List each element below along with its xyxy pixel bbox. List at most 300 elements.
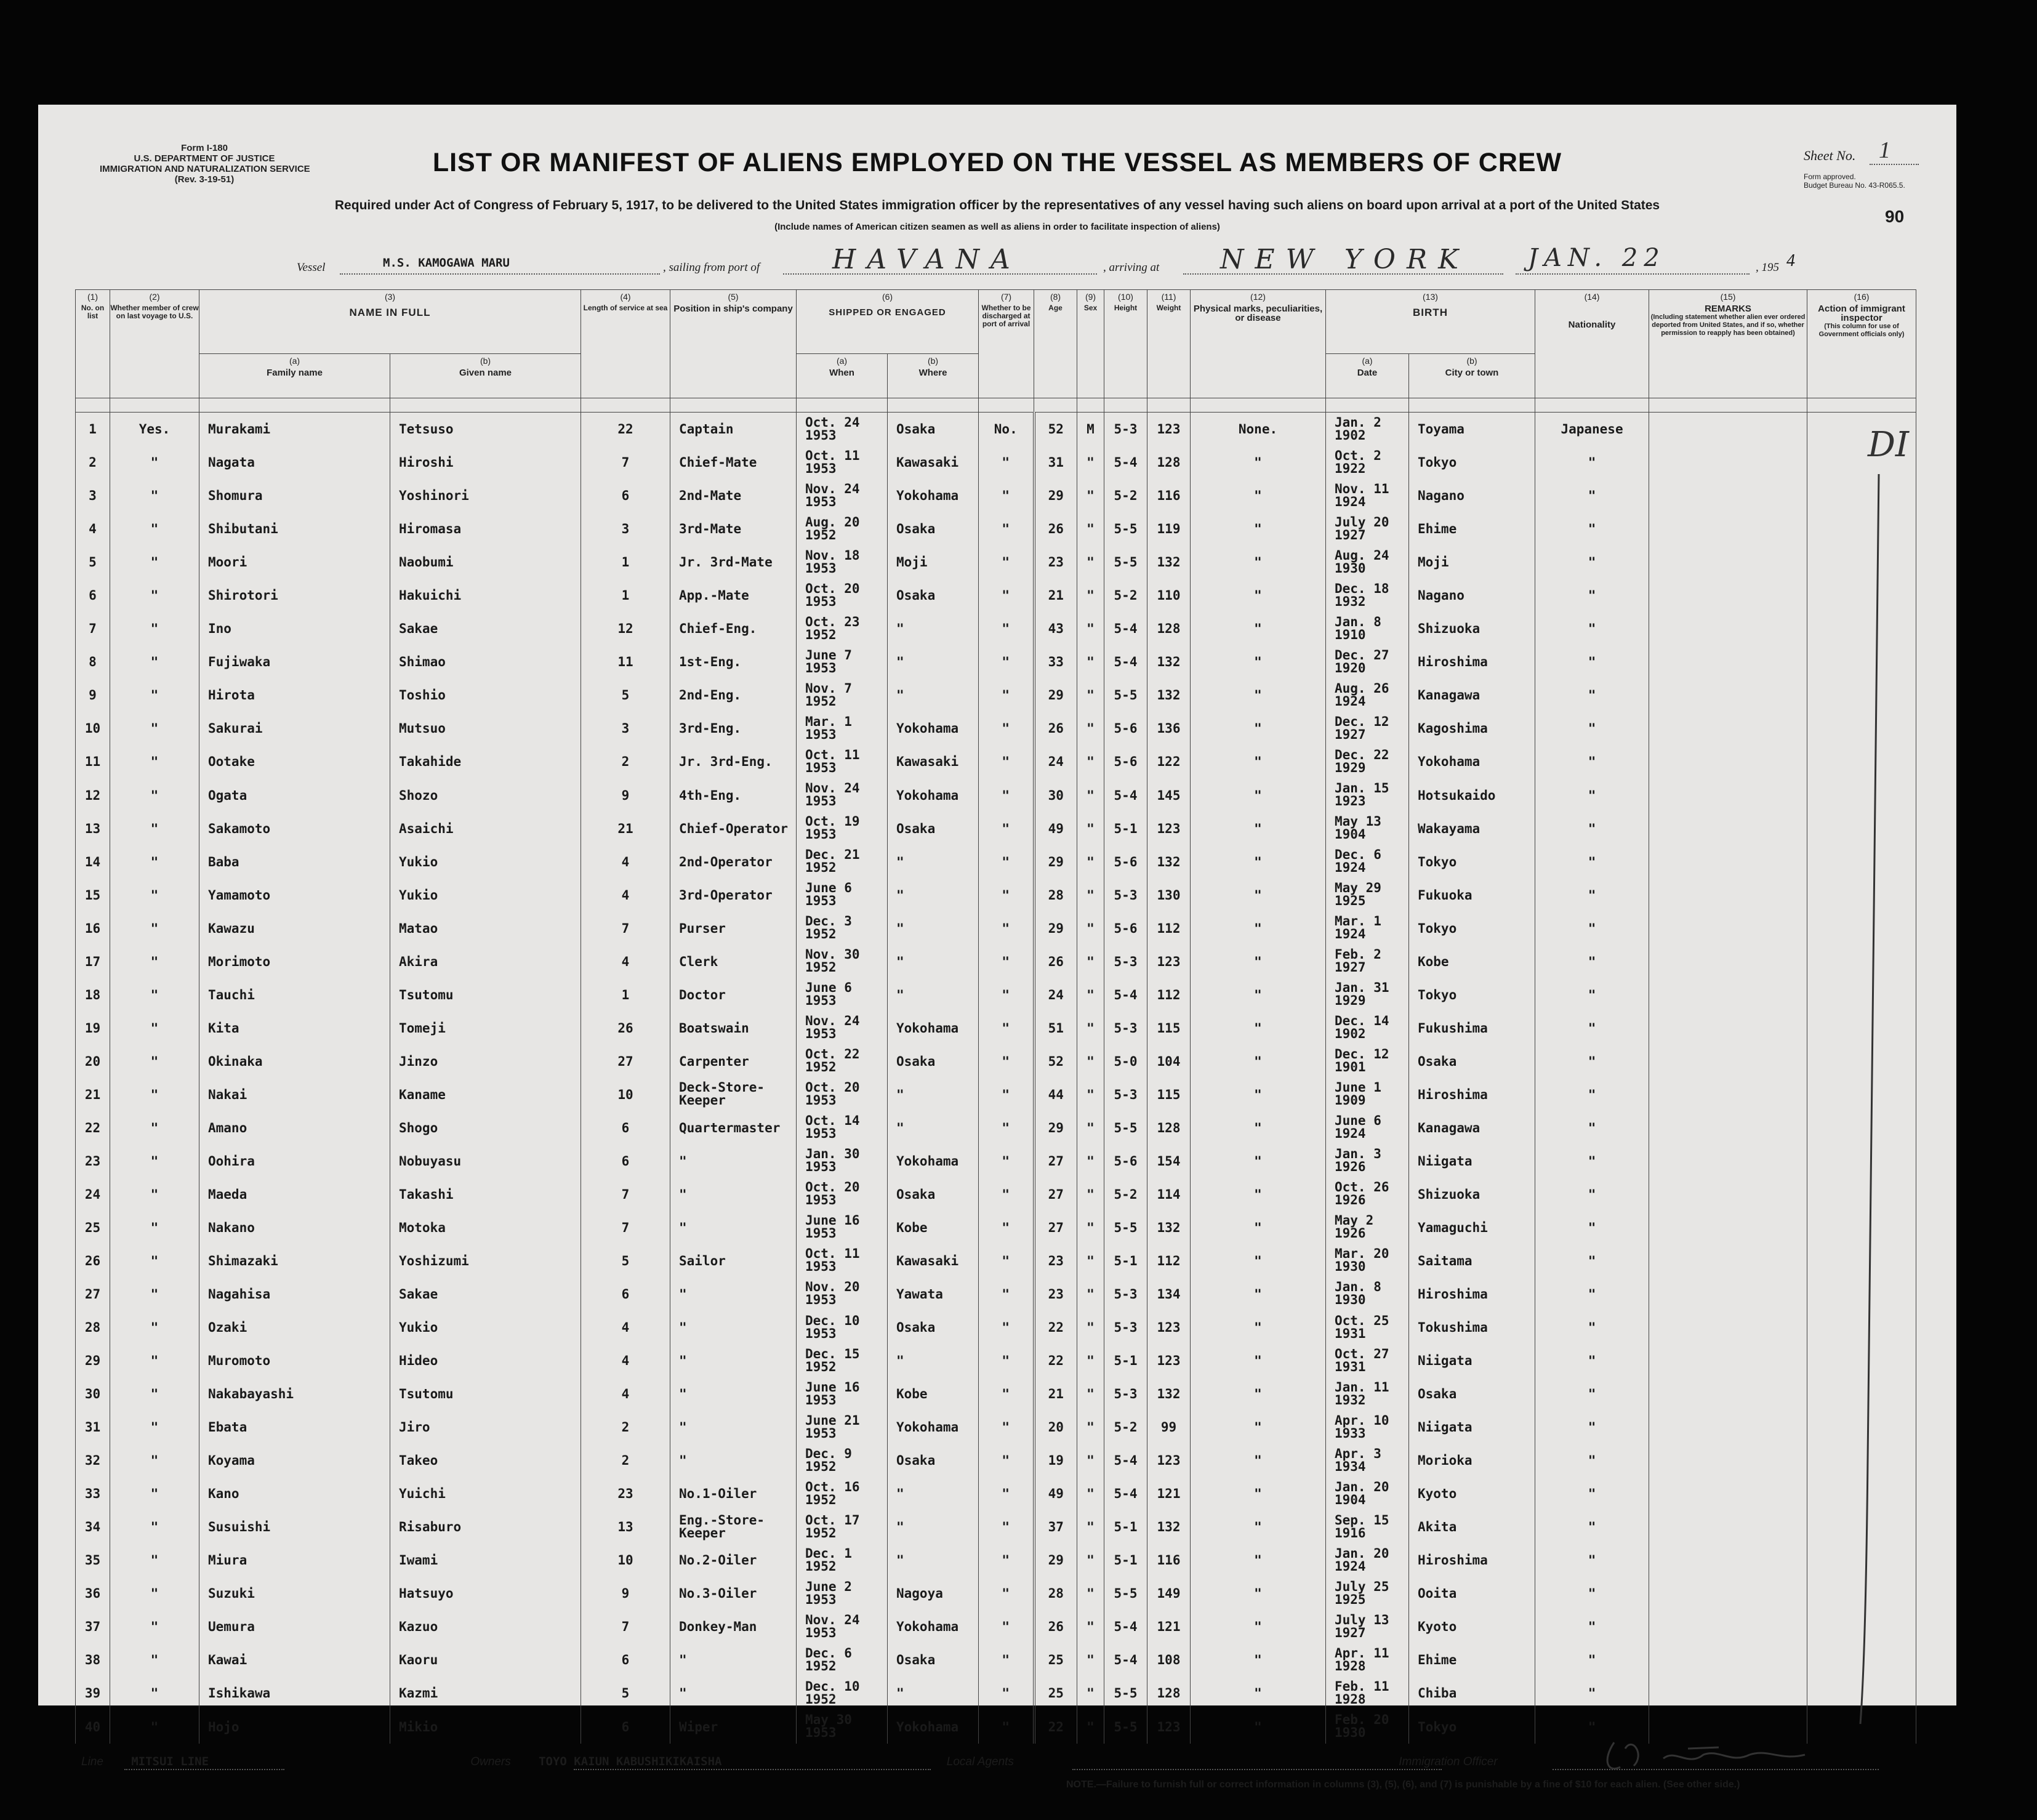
birth-date-cell: Jan. 2 1902 [1326,413,1409,446]
table-row [76,978,1916,1012]
discharged-cell: " [979,1677,1034,1710]
family-name-cell: Hirota [199,678,390,712]
weight-cell: 123 [1147,413,1191,446]
row-number-cell: 31 [76,1411,110,1444]
row-number-cell: 14 [76,845,110,879]
row-number-cell: 22 [76,1111,110,1145]
remarks-cell [1649,1610,1807,1643]
remarks-cell [1649,778,1807,811]
year-prefix: , 195 [1756,261,1779,274]
col-head-remarks: (15) REMARKS (Including statement whether alien ever ordered deported from United States, and if so, whether permission to reapply has been obtained) [1649,290,1807,398]
age-cell: 21 [1034,1377,1077,1411]
col-head-marks: (12) Physical marks, peculiarities, or disease [1191,290,1326,398]
birth-city-cell: Nagano [1409,479,1535,512]
discharged-cell: " [979,1211,1034,1244]
remarks-cell [1649,1278,1807,1311]
position-cell: No.2-Oiler [670,1544,797,1577]
service-length-cell: 4 [581,1344,670,1377]
position-cell: " [670,1377,797,1411]
shipped-where-cell: " [888,1544,979,1577]
birth-date-cell: Jan. 20 1924 [1326,1544,1409,1577]
remarks-cell [1649,1544,1807,1577]
position-cell: App.-Mate [670,579,797,612]
height-cell: 5-4 [1104,446,1147,479]
birth-date-cell: Dec. 18 1932 [1326,579,1409,612]
birth-city-cell: Kyoto [1409,1610,1535,1643]
shipped-where-cell: Yokohama [888,778,979,811]
physical-marks-cell: " [1191,1477,1326,1510]
shipped-when-cell: Oct. 19 1953 [797,812,888,845]
sex-cell: " [1077,879,1104,912]
nationality-cell: " [1535,1045,1649,1078]
weight-cell: 114 [1147,1178,1191,1211]
shipped-when-cell: Aug. 20 1952 [797,512,888,546]
height-cell: 5-3 [1104,413,1147,446]
position-cell: Clerk [670,945,797,978]
service-length-cell: 6 [581,1111,670,1145]
family-name-cell: Koyama [199,1444,390,1477]
table-row [76,479,1916,512]
shipped-when-cell: Dec. 10 1953 [797,1311,888,1344]
sex-cell: " [1077,1012,1104,1045]
birth-city-cell: Tokyo [1409,845,1535,879]
nationality-cell: " [1535,446,1649,479]
service-length-cell: 7 [581,912,670,945]
nationality-cell: " [1535,1311,1649,1344]
row-number-cell: 33 [76,1477,110,1510]
row-number-cell: 5 [76,546,110,579]
position-cell: " [670,1411,797,1444]
remarks-cell [1649,645,1807,678]
age-cell: 23 [1034,546,1077,579]
col-head-service: (4) Length of service at sea [581,290,670,398]
row-number-cell: 23 [76,1145,110,1178]
row-number-cell: 40 [76,1710,110,1744]
given-name-cell: Kazuo [390,1610,581,1643]
given-name-cell: Kaoru [390,1643,581,1677]
weight-cell: 132 [1147,546,1191,579]
age-cell: 51 [1034,1012,1077,1045]
height-cell: 5-5 [1104,1677,1147,1710]
weight-cell: 123 [1147,1344,1191,1377]
height-cell: 5-1 [1104,1244,1147,1278]
sex-cell: " [1077,1477,1104,1510]
table-row [76,1344,1916,1377]
weight-cell: 119 [1147,512,1191,546]
discharged-cell: " [979,1078,1034,1111]
given-name-cell: Tsutomu [390,978,581,1012]
birth-city-cell: Shizuoka [1409,612,1535,645]
table-row [76,612,1916,645]
birth-date-cell: Oct. 27 1931 [1326,1344,1409,1377]
vessel-label: Vessel [297,261,326,274]
discharged-cell: " [979,945,1034,978]
position-cell: Wiper [670,1710,797,1744]
last-voyage-cell: " [110,512,199,546]
remarks-cell [1649,879,1807,912]
physical-marks-cell: " [1191,879,1326,912]
physical-marks-cell: " [1191,1377,1326,1411]
table-row [76,1145,1916,1178]
row-number-cell: 17 [76,945,110,978]
physical-marks-cell: " [1191,1710,1326,1744]
birth-date-cell: Jan. 15 1923 [1326,778,1409,811]
height-cell: 5-6 [1104,712,1147,745]
age-cell: 26 [1034,945,1077,978]
position-cell: 3rd-Operator [670,879,797,912]
height-cell: 5-4 [1104,1477,1147,1510]
nationality-cell: " [1535,1012,1649,1045]
physical-marks-cell: " [1191,812,1326,845]
table-row [76,778,1916,811]
shipped-where-cell: Osaka [888,1643,979,1677]
remarks-cell [1649,1677,1807,1710]
remarks-cell [1649,1344,1807,1377]
position-cell: 3rd-Eng. [670,712,797,745]
row-number-cell: 24 [76,1178,110,1211]
inspector-line [1854,474,1891,1730]
height-cell: 5-1 [1104,1344,1147,1377]
service-length-cell: 10 [581,1544,670,1577]
col-head-discharged: (7) Whether to be discharged at port of arrival [979,290,1034,398]
discharged-cell: " [979,1477,1034,1510]
weight-cell: 130 [1147,879,1191,912]
age-cell: 24 [1034,745,1077,778]
last-voyage-cell: " [110,1111,199,1145]
col-head-birth-city: (b) City or town [1409,354,1535,398]
service-length-cell: 1 [581,579,670,612]
discharged-cell: " [979,912,1034,945]
birth-date-cell: June 1 1909 [1326,1078,1409,1111]
birth-city-cell: Tokyo [1409,446,1535,479]
sex-cell: " [1077,812,1104,845]
position-cell: Chief-Mate [670,446,797,479]
discharged-cell: " [979,1577,1034,1610]
shipped-where-cell: Yokohama [888,1145,979,1178]
height-cell: 5-5 [1104,678,1147,712]
row-number-cell: 26 [76,1244,110,1278]
row-number-cell: 25 [76,1211,110,1244]
sex-cell: " [1077,1078,1104,1111]
service-length-cell: 3 [581,712,670,745]
table-row [76,579,1916,612]
shipped-where-cell: Osaka [888,812,979,845]
weight-cell: 132 [1147,645,1191,678]
table-row [76,1111,1916,1145]
family-name-cell: Nagahisa [199,1278,390,1311]
table-row [76,1278,1916,1311]
discharged-cell: " [979,1045,1034,1078]
shipped-when-cell: Oct. 20 1953 [797,579,888,612]
age-cell: 37 [1034,1510,1077,1544]
shipped-where-cell: Kobe [888,1377,979,1411]
physical-marks-cell: " [1191,1145,1326,1178]
row-number-cell: 32 [76,1444,110,1477]
remarks-cell [1649,1510,1807,1544]
position-cell: Donkey-Man [670,1610,797,1643]
last-voyage-cell: " [110,1677,199,1710]
age-cell: 29 [1034,678,1077,712]
birth-date-cell: Feb. 2 1927 [1326,945,1409,978]
shipped-when-cell: Oct. 24 1953 [797,413,888,446]
position-cell: Carpenter [670,1045,797,1078]
sex-cell: " [1077,1311,1104,1344]
sex-cell: M [1077,413,1104,446]
family-name-cell: Susuishi [199,1510,390,1544]
discharged-cell: No. [979,413,1034,446]
shipped-when-cell: Dec. 15 1952 [797,1344,888,1377]
discharged-cell: " [979,1244,1034,1278]
nationality-cell: " [1535,612,1649,645]
row-number-cell: 18 [76,978,110,1012]
row-number-cell: 4 [76,512,110,546]
service-length-cell: 6 [581,1145,670,1178]
family-name-cell: Ozaki [199,1311,390,1344]
birth-city-cell: Chiba [1409,1677,1535,1710]
officer-signature [1596,1730,1854,1779]
form-line: U.S. DEPARTMENT OF JUSTICE [134,153,275,164]
position-cell: No.3-Oiler [670,1577,797,1610]
birth-city-cell: Yamaguchi [1409,1211,1535,1244]
table-row [76,1444,1916,1477]
discharged-cell: " [979,1544,1034,1577]
row-number-cell: 9 [76,678,110,712]
line-name: MITSUI LINE [131,1755,209,1768]
shipped-where-cell: " [888,1111,979,1145]
birth-city-cell: Tokyo [1409,912,1535,945]
birth-city-cell: Toyama [1409,413,1535,446]
given-name-cell: Yuichi [390,1477,581,1510]
discharged-cell: " [979,1012,1034,1045]
table-row [76,546,1916,579]
shipped-where-cell: " [888,978,979,1012]
remarks-cell [1649,1577,1807,1610]
birth-date-cell: Jan. 8 1910 [1326,612,1409,645]
service-length-cell: 5 [581,1244,670,1278]
birth-date-cell: Aug. 24 1930 [1326,546,1409,579]
physical-marks-cell: " [1191,1544,1326,1577]
last-voyage-cell: " [110,579,199,612]
shipped-when-cell: Oct. 22 1952 [797,1045,888,1078]
age-cell: 26 [1034,512,1077,546]
age-cell: 22 [1034,1710,1077,1744]
family-name-cell: Shirotori [199,579,390,612]
service-length-cell: 9 [581,778,670,811]
remarks-cell [1649,1178,1807,1211]
service-length-cell: 2 [581,1411,670,1444]
weight-cell: 115 [1147,1078,1191,1111]
remarks-cell [1649,1311,1807,1344]
birth-date-cell: Dec. 27 1920 [1326,645,1409,678]
age-cell: 29 [1034,912,1077,945]
table-row [76,1677,1916,1710]
nationality-cell: " [1535,1211,1649,1244]
row-number-cell: 30 [76,1377,110,1411]
table-row [76,1610,1916,1643]
family-name-cell: Murakami [199,413,390,446]
nationality-cell: " [1535,1444,1649,1477]
row-number-cell: 15 [76,879,110,912]
position-cell: 2nd-Mate [670,479,797,512]
birth-city-cell: Kagoshima [1409,712,1535,745]
sailing-label: , sailing from port of [663,261,760,274]
physical-marks-cell: " [1191,1278,1326,1311]
shipped-where-cell: Yokohama [888,479,979,512]
height-cell: 5-6 [1104,745,1147,778]
last-voyage-cell: " [110,812,199,845]
position-cell: " [670,1344,797,1377]
height-cell: 5-6 [1104,1145,1147,1178]
birth-date-cell: Oct. 25 1931 [1326,1311,1409,1344]
birth-city-cell: Morioka [1409,1444,1535,1477]
sex-cell: " [1077,978,1104,1012]
last-voyage-cell: " [110,479,199,512]
given-name-cell: Kazmi [390,1677,581,1710]
table-row [76,413,1916,446]
owners-name: TOYO KAIUN KABUSHIKIKAISHA [539,1755,722,1768]
row-number-cell: 29 [76,1344,110,1377]
shipped-when-cell: Oct. 23 1952 [797,612,888,645]
given-name-cell: Tomeji [390,1012,581,1045]
arrival-date: JAN. 22 [1528,244,1666,272]
shipped-where-cell: Osaka [888,512,979,546]
given-name-cell: Jinzo [390,1045,581,1078]
birth-city-cell: Moji [1409,546,1535,579]
sex-cell: " [1077,446,1104,479]
family-name-cell: Shomura [199,479,390,512]
given-name-cell: Yoshizumi [390,1244,581,1278]
position-cell: Chief-Operator [670,812,797,845]
remarks-cell [1649,612,1807,645]
shipped-when-cell: Oct. 11 1953 [797,745,888,778]
height-cell: 5-2 [1104,479,1147,512]
sex-cell: " [1077,612,1104,645]
port-to: NEW YORK [1220,244,1469,275]
given-name-cell: Nobuyasu [390,1145,581,1178]
position-cell: 3rd-Mate [670,512,797,546]
position-cell: Jr. 3rd-Eng. [670,745,797,778]
col-head-last-voyage: (2) Whether member of crew on last voyage to U.S. [110,290,199,398]
height-cell: 5-3 [1104,1078,1147,1111]
birth-date-cell: May 2 1926 [1326,1211,1409,1244]
height-cell: 5-5 [1104,1710,1147,1744]
given-name-cell: Asaichi [390,812,581,845]
discharged-cell: " [979,1411,1034,1444]
family-name-cell: Yamamoto [199,879,390,912]
family-name-cell: Shimazaki [199,1244,390,1278]
position-cell: Doctor [670,978,797,1012]
height-cell: 5-4 [1104,645,1147,678]
discharged-cell: " [979,812,1034,845]
remarks-cell [1649,1643,1807,1677]
family-name-cell: Fujiwaka [199,645,390,678]
shipped-where-cell: " [888,645,979,678]
table-row [76,446,1916,479]
birth-date-cell: Jan. 3 1926 [1326,1145,1409,1178]
birth-date-cell: Dec. 12 1901 [1326,1045,1409,1078]
discharged-cell: " [979,778,1034,811]
shipped-where-cell: " [888,845,979,879]
sex-cell: " [1077,1510,1104,1544]
service-length-cell: 6 [581,1643,670,1677]
birth-date-cell: Apr. 3 1934 [1326,1444,1409,1477]
birth-date-cell: Dec. 12 1927 [1326,712,1409,745]
footer-line [81,1755,1498,1769]
discharged-cell: " [979,579,1034,612]
shipped-where-cell: Yokohama [888,712,979,745]
row-number-cell: 38 [76,1643,110,1677]
last-voyage-cell: " [110,678,199,712]
nationality-cell: " [1535,712,1649,745]
nationality-cell: " [1535,745,1649,778]
age-cell: 30 [1034,778,1077,811]
given-name-cell: Hatsuyo [390,1577,581,1610]
shipped-when-cell: May 30 1953 [797,1710,888,1744]
remarks-cell [1649,678,1807,712]
last-voyage-cell: " [110,1477,199,1510]
given-name-cell: Sakae [390,1278,581,1311]
service-length-cell: 21 [581,812,670,845]
sex-cell: " [1077,1411,1104,1444]
table-row [76,512,1916,546]
family-name-cell: Uemura [199,1610,390,1643]
discharged-cell: " [979,1178,1034,1211]
sex-cell: " [1077,678,1104,712]
age-cell: 29 [1034,845,1077,879]
birth-city-cell: Kyoto [1409,1477,1535,1510]
remarks-cell [1649,1211,1807,1244]
age-cell: 26 [1034,1610,1077,1643]
physical-marks-cell: None. [1191,413,1326,446]
row-number-cell: 13 [76,812,110,845]
service-length-cell: 6 [581,1710,670,1744]
physical-marks-cell: " [1191,1311,1326,1344]
last-voyage-cell: " [110,1012,199,1045]
age-cell: 24 [1034,978,1077,1012]
given-name-cell: Naobumi [390,546,581,579]
service-length-cell: 7 [581,446,670,479]
birth-date-cell: Feb. 20 1930 [1326,1710,1409,1744]
weight-cell: 136 [1147,712,1191,745]
col-head-sex: (9) Sex [1077,290,1104,398]
nationality-cell: " [1535,1344,1649,1377]
service-length-cell: 13 [581,1510,670,1544]
shipped-where-cell: " [888,912,979,945]
shipped-when-cell: Dec. 9 1952 [797,1444,888,1477]
family-name-cell: Okinaka [199,1045,390,1078]
birth-date-cell: July 13 1927 [1326,1610,1409,1643]
approval-block [1804,172,1905,190]
service-length-cell: 7 [581,1211,670,1244]
row-number-cell: 12 [76,778,110,811]
col-head-nationality: (14) Nationality [1535,290,1649,398]
last-voyage-cell: " [110,1577,199,1610]
weight-cell: 128 [1147,1677,1191,1710]
shipped-when-cell: Nov. 24 1953 [797,479,888,512]
last-voyage-cell: " [110,1278,199,1311]
last-voyage-cell: " [110,1311,199,1344]
last-voyage-cell: " [110,1710,199,1744]
shipped-where-cell: Yokohama [888,1411,979,1444]
sex-cell: " [1077,1643,1104,1677]
row-number-cell: 10 [76,712,110,745]
birth-city-cell: Ehime [1409,1643,1535,1677]
table-row [76,1577,1916,1610]
birth-city-cell: Akita [1409,1510,1535,1544]
age-cell: 52 [1034,1045,1077,1078]
col-head-birth-date: (a) Date [1326,354,1409,398]
age-cell: 33 [1034,645,1077,678]
